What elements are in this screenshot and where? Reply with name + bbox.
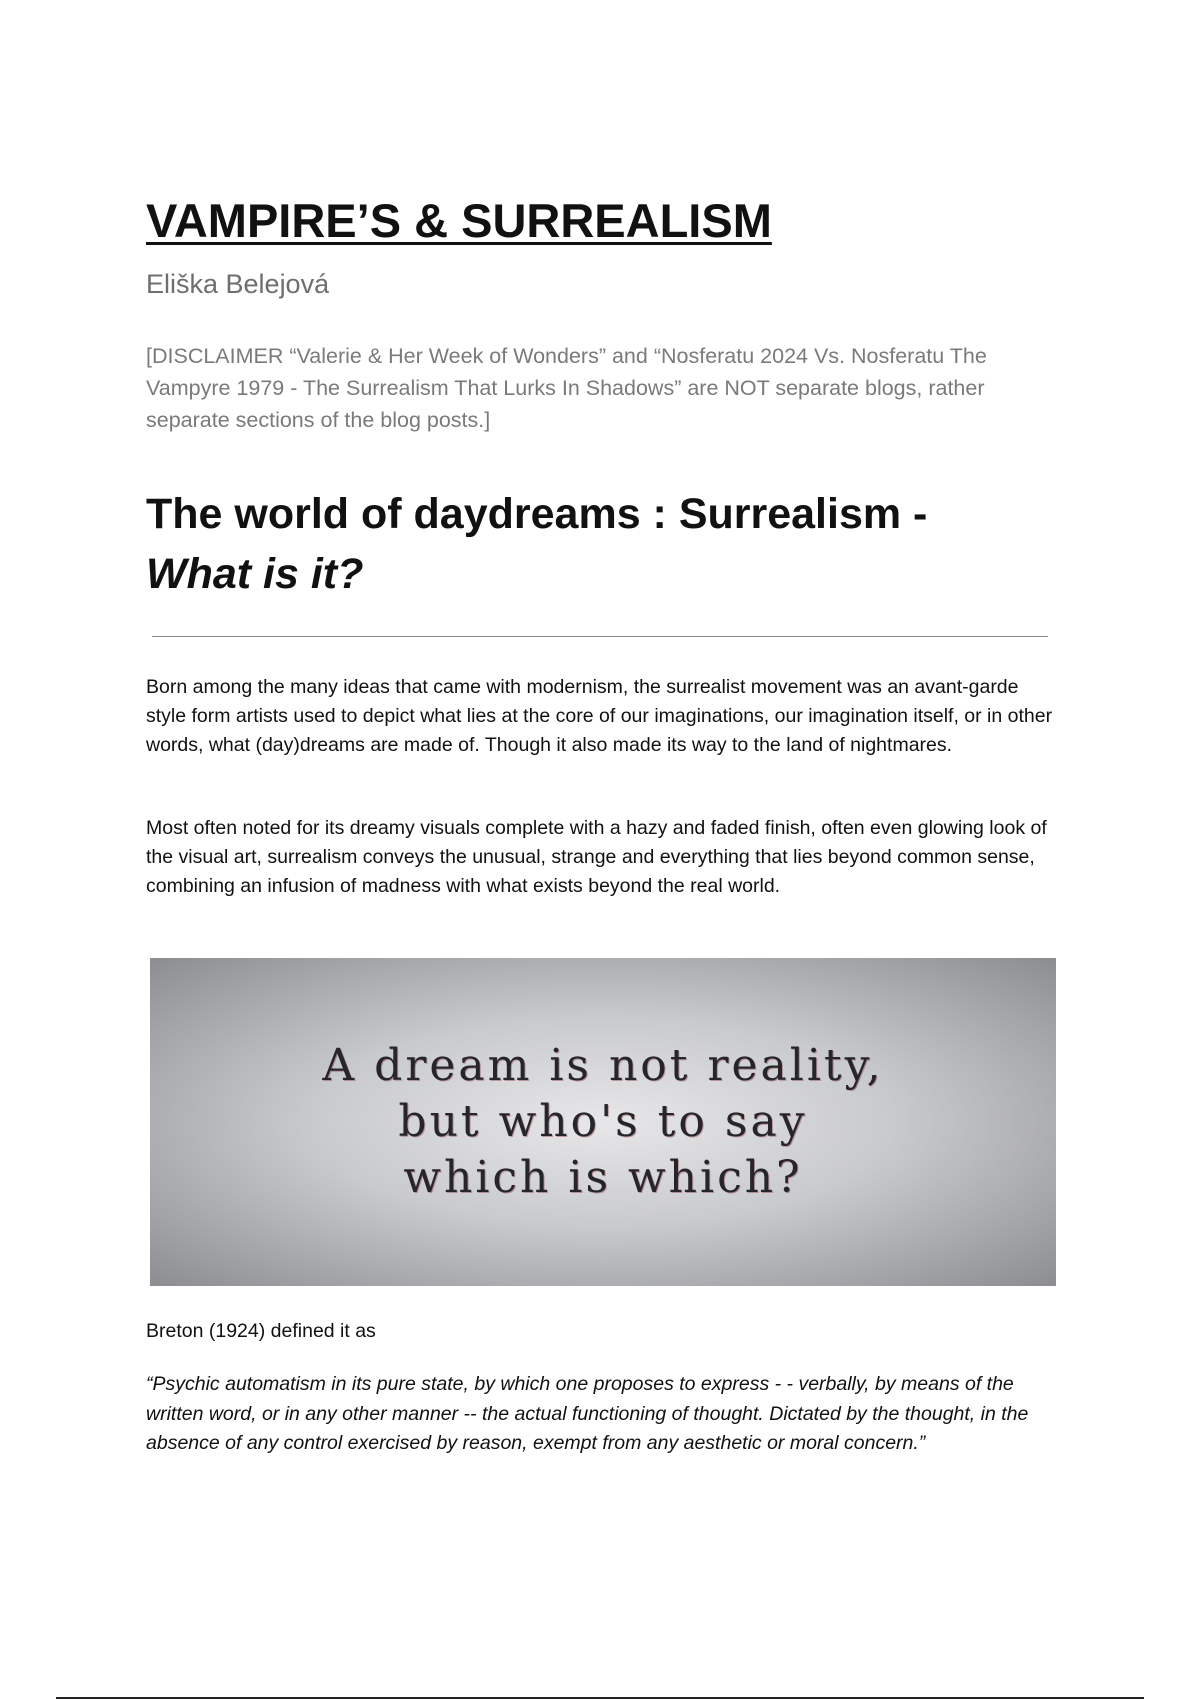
- author-name: Eliška Belejová: [146, 269, 330, 299]
- image-text-line-3: which is which?: [403, 1152, 803, 1203]
- breton-intro: Breton (1924) defined it as: [146, 1320, 376, 1342]
- section-heading-main: The world of daydreams : Surrealism -: [146, 490, 928, 538]
- image-text-line-2: but who's to say: [398, 1096, 808, 1147]
- breton-quote: “Psychic automatism in its pure state, by which one proposes to express - - verbally, by means of the written word, or in any other manner -- the actual functioning of thought. Dictated by the thought, in the absence of any control exercised by reason, exempt from any aesthetic or moral concern.”: [146, 1373, 1029, 1454]
- document-title: VAMPIRE’S & SURREALISM: [146, 194, 772, 247]
- dream-quote-image: [150, 958, 1056, 1286]
- horizontal-divider: [152, 636, 1048, 637]
- section-heading-emphasis: What is it?: [146, 550, 364, 598]
- page-bottom-rule: [56, 1697, 1144, 1699]
- paragraph-visuals: Most often noted for its dreamy visuals complete with a hazy and faded finish, often even glowing look of the visual art, surrealism conveys the unusual, strange and everything that lies beyond common sense, combining an infusion of madness with what exists beyond the real world.: [146, 817, 1047, 897]
- section-heading: [146, 484, 1054, 604]
- paragraph-modernism: Born among the many ideas that came with modernism, the surrealist movement was an avant-garde style form artists used to depict what lies at the core of our imaginations, our imagination itself, or in other words, what (day)dreams are made of. Though it also made its way to the land of nightmares.: [146, 676, 1053, 756]
- image-text-line-1: A dream is not reality,: [322, 1040, 884, 1091]
- disclaimer-text: [DISCLAIMER “Valerie & Her Week of Wonders” and “Nosferatu 2024 Vs. Nosferatu The Vampyre 1979 - The Surrealism That Lurks In Shadows” are NOT separate blogs, rather separate sections of the blog posts.]: [146, 344, 987, 432]
